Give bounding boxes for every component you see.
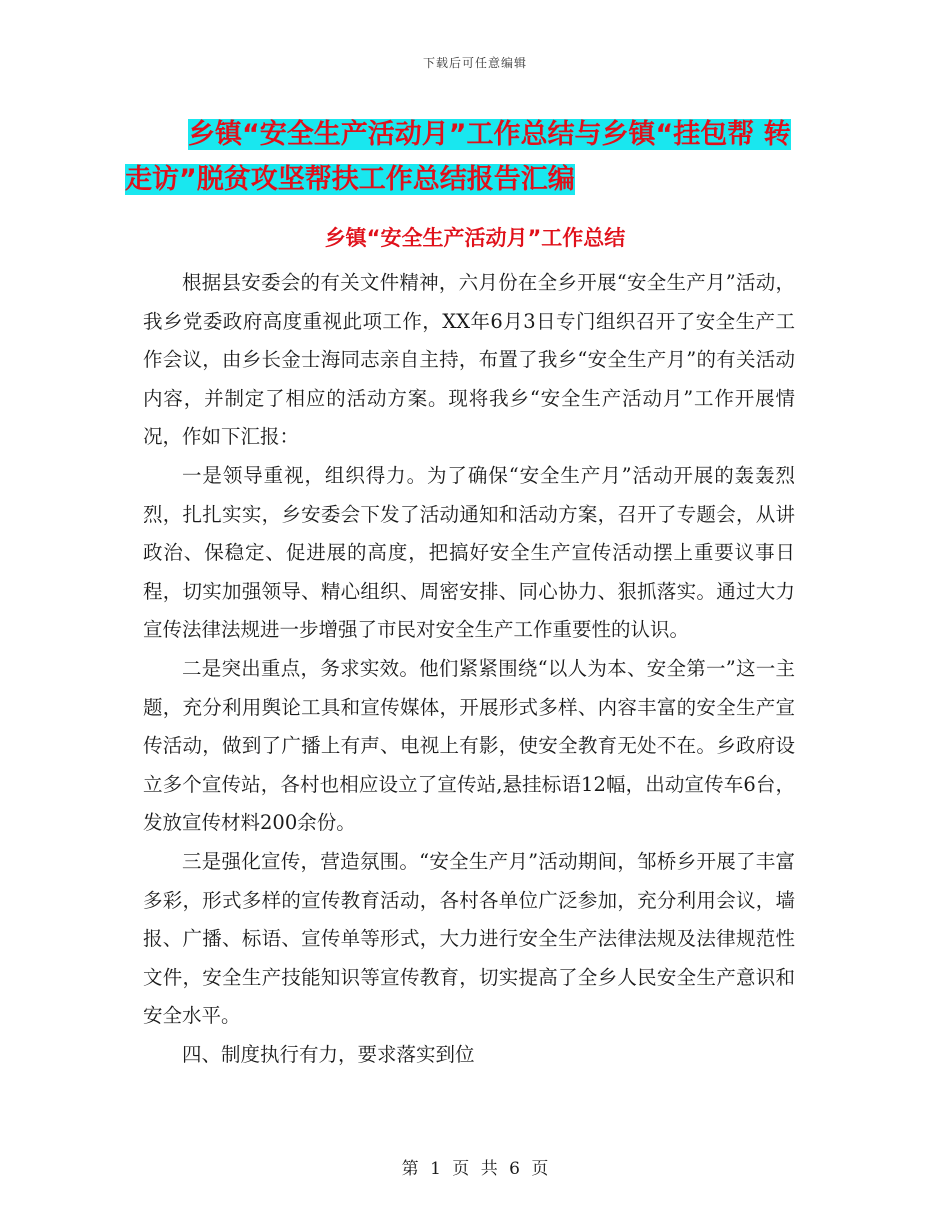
document-body	[143, 264, 795, 1074]
document-title	[120, 112, 850, 202]
document-title-line-1: 乡镇“安全生产活动月”工作总结与乡镇“挂包帮 转	[188, 119, 791, 150]
document-title-line-2: 走访”脱贫攻坚帮扶工作总结报告汇编	[125, 164, 575, 195]
page-footer: 第 1 页 共 6 页	[401, 1159, 549, 1179]
page-header-note: 下载后可任意编辑	[422, 56, 527, 70]
body-paragraph: 根据县安委会的有关文件精神，六月份在全乡开展“安全生产月”活动，我乡党委政府高度重视此项工作，XX年6月3日专门组织召开了安全生产工作会议，由乡长金士海同志亲自主持，布置了我乡“安全生产月”的有关活动内容，并制定了相应的活动方案。现将我乡“安全生产活动月”工作开展情况，作如下汇报：	[143, 271, 795, 449]
body-paragraph: 四、制度执行有力，要求落实到位	[182, 1042, 475, 1066]
body-paragraph: 三是强化宣传，营造氛围。“安全生产月”活动期间，邹桥乡开展了丰富多彩，形式多样的宣传教育活动，各村各单位广泛参加，充分利用会议，墙报、广播、标语、宣传单等形式，大力进行安全生产法律法规及法律规范性文件，安全生产技能知识等宣传教育，切实提高了全乡人民安全生产意识和安全水平。	[143, 849, 795, 1028]
body-paragraph: 一是领导重视，组织得力。为了确保“安全生产月”活动开展的轰轰烈烈，扎扎实实，乡安委会下发了活动通知和活动方案，召开了专题会，从讲政治、保稳定、促进展的高度，把搞好安全生产宣传活动摆上重要议事日程，切实加强领导、精心组织、周密安排、同心协力、狠抓落实。通过大力宣传法律法规进一步增强了市民对安全生产工作重要性的认识。	[143, 463, 795, 642]
section-title: 乡镇“安全生产活动月”工作总结	[324, 226, 626, 250]
body-paragraph: 二是突出重点，务求实效。他们紧紧围绕“以人为本、安全第一”这一主题，充分利用舆论工具和宣传媒体，开展形式多样、内容丰富的安全生产宣传活动，做到了广播上有声、电视上有影，使安全教育无处不在。乡政府设立多个宣传站，各村也相应设立了宣传站,悬挂标语12幅，出动宣传车6台，发放宣传材料200余份。	[143, 656, 795, 835]
